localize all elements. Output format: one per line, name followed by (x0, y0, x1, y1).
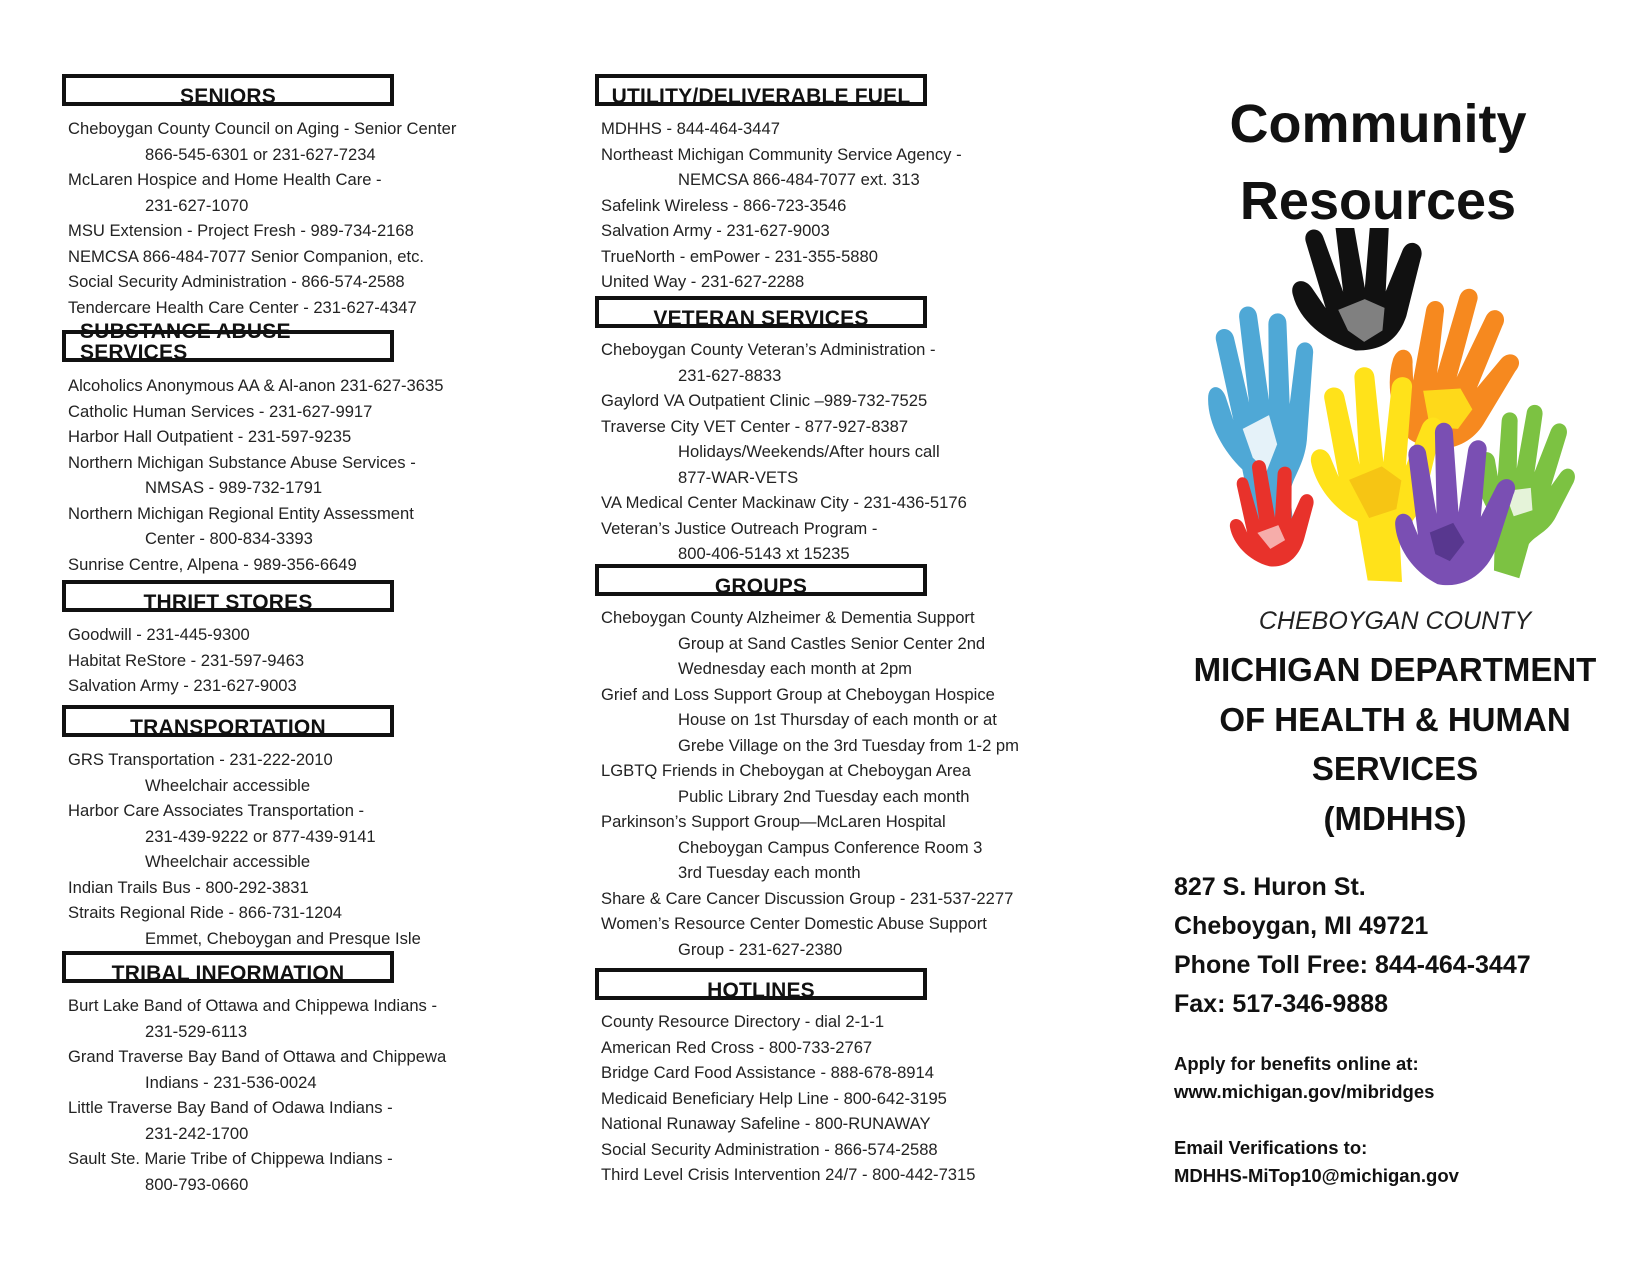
list-item: Emmet, Cheboygan and Presque Isle (145, 928, 421, 948)
list-item: Wheelchair accessible (145, 775, 311, 795)
phone-number: Phone Toll Free: 844-464-3447 (1174, 951, 1531, 979)
list-item: LGBTQ Friends in Cheboygan at Cheboygan Area (601, 761, 971, 780)
list-item: Burt Lake Band of Ottawa and Chippewa Indians - (68, 996, 437, 1015)
list-item: Alcoholics Anonymous AA & Al-anon 231-627-3635 (68, 376, 444, 395)
list-item: 231-529-6113 (145, 1021, 248, 1041)
section-list-groups (601, 605, 1019, 962)
department-line: SERVICES (1311, 750, 1479, 787)
section-heading: THRIFT STORES (143, 591, 313, 614)
list-item: Bridge Card Food Assistance - 888-678-8914 (601, 1063, 934, 1082)
section-header-thrift-stores (62, 580, 394, 612)
section-header-substance-abuse (62, 320, 394, 364)
county-name: CHEBOYGAN COUNTY (1258, 607, 1532, 635)
list-item: 231-627-1070 (145, 195, 249, 215)
apply-online-block (1174, 1050, 1434, 1106)
apply-url-link[interactable]: www.michigan.gov/mibridges (1174, 1081, 1435, 1102)
list-item: Center - 800-834-3393 (145, 529, 313, 548)
list-item: Women’s Resource Center Domestic Abuse Support (601, 914, 987, 933)
list-item: Cheboygan County Veteran’s Administration - (601, 340, 936, 359)
list-item: Northern Michigan Regional Entity Assessment (68, 503, 414, 523)
title-line-1: Community (1229, 94, 1527, 154)
list-item: Third Level Crisis Intervention 24/7 - 800-442-7315 (601, 1165, 976, 1184)
section-header-tribal-information (62, 951, 394, 983)
list-item: Grebe Village on the 3rd Tuesday from 1-2 pm (678, 735, 1019, 755)
list-item: Share & Care Cancer Discussion Group - 231-537-2277 (601, 888, 1014, 908)
list-item: Salvation Army - 231-627-9003 (601, 221, 830, 240)
list-item: 866-545-6301 or 231-627-7234 (145, 144, 376, 164)
address-street: 827 S. Huron St. (1174, 873, 1366, 901)
list-item: Straits Regional Ride - 866-731-1204 (68, 903, 342, 922)
colorful-hands-illustration (1165, 228, 1575, 593)
list-item: National Runaway Safeline - 800-RUNAWAY (601, 1114, 931, 1133)
list-item: Traverse City VET Center - 877-927-8387 (601, 416, 909, 436)
section-heading: TRIBAL INFORMATION (111, 962, 345, 985)
department-line: OF HEALTH & HUMAN (1219, 700, 1571, 738)
section-heading: UTILITY/DELIVERABLE FUEL (611, 85, 911, 108)
section-list-thrift-stores (68, 622, 304, 699)
list-item: Cheboygan Campus Conference Room 3 (678, 837, 983, 857)
department-line: MICHIGAN DEPARTMENT (1193, 651, 1597, 688)
list-item: Public Library 2nd Tuesday each month (678, 786, 970, 806)
email-link[interactable]: MDHHS-MiTop10@michigan.gov (1174, 1165, 1459, 1186)
section-header-seniors (62, 74, 394, 106)
list-item: GRS Transportation - 231-222-2010 (68, 750, 333, 769)
section-list-tribal-information (68, 993, 446, 1197)
section-header-groups (595, 564, 927, 596)
list-item: Social Security Administration - 866-574-2588 (68, 272, 405, 291)
list-item: 231-627-8833 (678, 365, 782, 385)
list-item: Indians - 231-536-0024 (145, 1072, 317, 1092)
section-heading: TRANSPORTATION (130, 716, 326, 739)
list-item: Wednesday each month at 2pm (678, 659, 912, 678)
list-item: Habitat ReStore - 231-597-9463 (68, 650, 305, 670)
section-header-veteran-services (595, 296, 927, 328)
list-item: Little Traverse Bay Band of Odawa Indians - (68, 1098, 393, 1117)
list-item: American Red Cross - 800-733-2767 (601, 1037, 873, 1057)
list-item: VA Medical Center Mackinaw City - 231-436-5176 (601, 493, 967, 512)
list-item: Gaylord VA Outpatient Clinic –989-732-7525 (601, 391, 928, 410)
list-item: Harbor Care Associates Transportation - (68, 801, 365, 820)
list-item: Medicaid Beneficiary Help Line - 800-642-3195 (601, 1088, 947, 1108)
list-item: 231-439-9222 or 877-439-9141 (145, 826, 376, 846)
list-item: United Way - 231-627-2288 (601, 272, 805, 291)
list-item: Indian Trails Bus - 800-292-3831 (68, 877, 309, 897)
list-item: Grand Traverse Bay Band of Ottawa and Chippewa (68, 1047, 447, 1066)
list-item: Group at Sand Castles Senior Center 2nd (678, 633, 986, 653)
list-item: Goodwill - 231-445-9300 (68, 625, 250, 644)
list-item: Holidays/Weekends/After hours call (678, 442, 940, 461)
section-heading: VETERAN SERVICES (653, 307, 869, 330)
list-item: 3rd Tuesday each month (678, 863, 861, 882)
list-item: Social Security Administration - 866-574-2588 (601, 1139, 938, 1159)
list-item: Salvation Army - 231-627-9003 (68, 676, 297, 695)
section-list-seniors (68, 116, 456, 320)
section-header-hotlines (595, 968, 927, 1000)
section-heading: SUBSTANCE ABUSE SERVICES (80, 320, 291, 364)
list-item: Harbor Hall Outpatient - 231-597-9235 (68, 427, 352, 446)
section-list-substance-abuse (68, 373, 443, 577)
fax-number: Fax: 517-346-9888 (1174, 990, 1389, 1018)
list-item: Veteran’s Justice Outreach Program - (601, 518, 878, 538)
section-heading: SENIORS (180, 85, 276, 108)
apply-label: Apply for benefits online at: (1174, 1053, 1419, 1074)
list-item: House on 1st Thursday of each month or at (678, 710, 997, 729)
list-item: County Resource Directory - dial 2-1-1 (601, 1012, 885, 1031)
list-item: Parkinson’s Support Group—McLaren Hospital (601, 812, 946, 831)
list-item: MDHHS - 844-464-3447 (601, 119, 780, 138)
email-label: Email Verifications to: (1174, 1137, 1368, 1158)
section-list-hotlines (601, 1009, 976, 1188)
list-item: Tendercare Health Care Center - 231-627-4347 (68, 297, 417, 317)
list-item: TrueNorth - emPower - 231-355-5880 (601, 246, 878, 266)
list-item: 231-242-1700 (145, 1123, 249, 1143)
address-city: Cheboygan, MI 49721 (1174, 912, 1429, 940)
section-list-transportation (68, 747, 421, 951)
list-item: Catholic Human Services - 231-627-9917 (68, 401, 373, 421)
list-item: Cheboygan County Council on Aging - Senior Center (68, 119, 457, 138)
list-item: Northern Michigan Substance Abuse Services - (68, 452, 416, 472)
black-hand-icon (1280, 228, 1437, 361)
list-item: 800-406-5143 xt 15235 (678, 544, 850, 563)
list-item: McLaren Hospice and Home Health Care - (68, 170, 382, 189)
list-item: 877-WAR-VETS (678, 467, 799, 487)
list-item: Northeast Michigan Community Service Agency - (601, 144, 962, 164)
list-item: Wheelchair accessible (145, 852, 311, 871)
list-item: NEMCSA 866-484-7077 ext. 313 (678, 170, 920, 189)
list-item: NEMCSA 866-484-7077 Senior Companion, etc. (68, 246, 425, 266)
section-list-utility (601, 116, 962, 295)
section-heading: GROUPS (714, 575, 808, 598)
list-item: Group - 231-627-2380 (678, 939, 843, 959)
list-item: Sault Ste. Marie Tribe of Chippewa Indians - (68, 1149, 393, 1168)
list-item: 800-793-0660 (145, 1174, 249, 1194)
department-line: (MDHHS) (1323, 799, 1467, 837)
department-name (1165, 645, 1625, 843)
title-line-2: Resources (1239, 171, 1517, 231)
section-heading: HOTLINES (707, 979, 815, 1002)
list-item: Safelink Wireless - 866-723-3546 (601, 195, 847, 215)
list-item: Sunrise Centre, Alpena - 989-356-6649 (68, 554, 357, 574)
list-item: NMSAS - 989-732-1791 (145, 478, 323, 497)
section-list-veteran-services (601, 337, 967, 567)
list-item: MSU Extension - Project Fresh - 989-734-2168 (68, 221, 414, 240)
email-block (1174, 1134, 1459, 1190)
contact-block (1174, 868, 1531, 1024)
section-header-utility (595, 74, 927, 106)
list-item: Cheboygan County Alzheimer & Dementia Support (601, 608, 975, 627)
list-item: Grief and Loss Support Group at Cheboygan Hospice (601, 684, 995, 704)
section-header-transportation (62, 705, 394, 737)
